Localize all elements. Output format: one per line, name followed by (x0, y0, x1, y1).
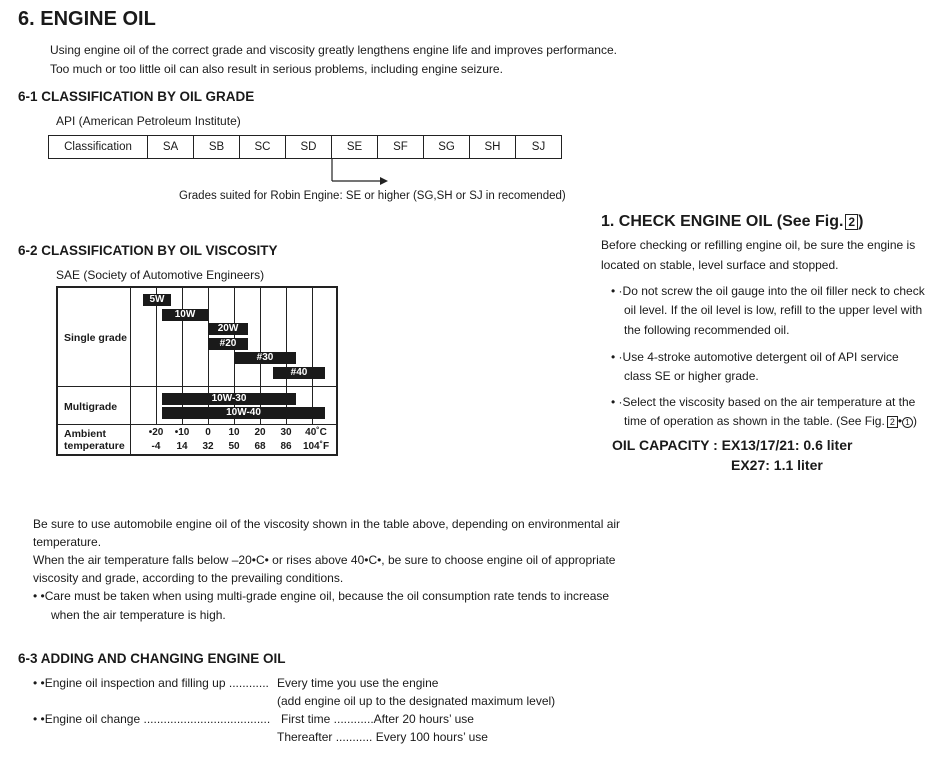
oil-change-thereafter: Thereafter ........... Every 100 hours’ use (277, 730, 488, 744)
fahrenheit-tick: 68 (254, 441, 266, 452)
celsius-tick: •10 (174, 427, 190, 438)
viscosity-para-1: Be sure to use automobile engine oil of the viscosity shown in the table above, depending on environmental air (33, 517, 621, 531)
oil-capacity-line-2: EX27: 1.1 liter (731, 457, 823, 473)
bar-10w-40: 10W-40 (162, 407, 325, 419)
check-bullet-3-text: time of operation as shown in the table. (See Fig. (624, 414, 885, 428)
check-intro-2: located on stable, level surface and stopped. (601, 258, 839, 272)
ambient-label: Ambient (64, 428, 106, 440)
check-intro-1: Before checking or refilling engine oil, be sure the engine is (601, 238, 916, 252)
celsius-tick: 40˚C (305, 427, 327, 438)
bar-20w: 20W (208, 323, 248, 335)
check-bullet-2-line-1: • ·Use 4-stroke automotive detergent oil of API service (611, 350, 899, 364)
row-separator (58, 424, 336, 425)
grade-cell: SA (148, 136, 194, 159)
viscosity-para-3: When the air temperature falls below –20•C• or rises above 40•C•, be sure to choose engine oil of appropriate (33, 553, 616, 567)
celsius-tick: 0 (205, 427, 211, 438)
chart-divider (130, 288, 131, 456)
bar-30: #30 (234, 352, 296, 364)
inspection-label: • •Engine oil inspection and filling up ............ (33, 676, 269, 690)
fig-number-badge: 2 (845, 214, 858, 230)
row-separator (58, 386, 336, 387)
check-bullet-1-line-2: oil level. If the oil level is low, refill to the upper level with (624, 303, 923, 317)
check-bullet-3-line-1: • ·Select the viscosity based on the air temperature at the (611, 395, 916, 409)
bar-5w: 5W (143, 294, 171, 306)
changing-heading: 6-3 ADDING AND CHANGING ENGINE OIL (18, 651, 286, 666)
api-label: API (American Petroleum Institute) (56, 114, 241, 128)
grid-line (156, 288, 157, 424)
fahrenheit-tick: -4 (151, 441, 161, 452)
fahrenheit-tick: 32 (202, 441, 214, 452)
check-bullet-3-line-2 (624, 414, 917, 428)
bar-40: #40 (273, 367, 325, 379)
multigrade-label: Multigrade (64, 401, 118, 413)
check-bullet-1-line-1: • ·Do not screw the oil gauge into the oil filler neck to check (611, 284, 925, 298)
oil-change-label: • •Engine oil change ...................................... (33, 712, 271, 726)
oil-capacity-line-1: OIL CAPACITY : EX13/17/21: 0.6 liter (612, 437, 853, 453)
fahrenheit-tick: 86 (280, 441, 292, 452)
circled-number-icon: 1 (902, 417, 913, 428)
fig-number-badge-small: 2 (887, 416, 898, 428)
viscosity-para-6: when the air temperature is high. (51, 608, 226, 622)
check-heading-text: 1. CHECK ENGINE OIL (See Fig. (601, 213, 844, 230)
fahrenheit-tick: 50 (228, 441, 240, 452)
celsius-tick: 20 (254, 427, 266, 438)
celsius-tick: 10 (228, 427, 240, 438)
grade-note: Grades suited for Robin Engine: SE or higher (SG,SH or SJ in recomended) (179, 190, 566, 202)
grade-cell: SF (378, 136, 424, 159)
single-grade-label: Single grade (64, 332, 128, 344)
check-bullet-3-end: ) (913, 414, 918, 428)
oil-change-first: First time ............After 20 hours’ use (281, 712, 474, 726)
check-bullet-2-line-2: class SE or higher grade. (624, 369, 759, 383)
celsius-tick: •20 (148, 427, 164, 438)
api-grade-table (48, 135, 562, 159)
bar-20: #20 (208, 338, 248, 350)
intro-line-2: Too much or too little oil can also result in serious problems, including engine seizure. (50, 62, 503, 76)
grade-heading: 6-1 CLASSIFICATION BY OIL GRADE (18, 89, 255, 104)
grid-line (312, 288, 313, 424)
dot-separator: • (897, 414, 903, 428)
grade-cell: SD (286, 136, 332, 159)
intro-line-1: Using engine oil of the correct grade and viscosity greatly lengthens engine life and improves performance. (50, 43, 617, 57)
grade-cell: SB (194, 136, 240, 159)
bar-10w: 10W (162, 309, 208, 321)
inspection-value: Every time you use the engine (277, 676, 439, 690)
check-heading-end: ) (858, 213, 864, 230)
temperature-label: temperature (64, 440, 125, 452)
grade-cell: SG (424, 136, 470, 159)
viscosity-para-2: temperature. (33, 535, 102, 549)
celsius-tick: 30 (280, 427, 292, 438)
viscosity-para-5: • •Care must be taken when using multi-grade engine oil, because the oil consumption rate tends to increase (33, 589, 610, 603)
grade-cell: SH (470, 136, 516, 159)
table-header-classification: Classification (49, 136, 148, 159)
viscosity-chart (56, 286, 338, 456)
grade-arrow-icon (320, 158, 390, 188)
sae-label: SAE (Society of Automotive Engineers) (56, 268, 265, 282)
bar-10w-30: 10W-30 (162, 393, 296, 405)
grade-cell: SJ (516, 136, 562, 159)
fahrenheit-tick: 14 (176, 441, 188, 452)
fahrenheit-tick: 104˚F (302, 441, 330, 452)
inspection-note: (add engine oil up to the designated maximum level) (277, 694, 556, 708)
check-bullet-1-line-3: the following recommended oil. (624, 323, 790, 337)
page-title: 6. ENGINE OIL (18, 8, 156, 30)
viscosity-para-4: viscosity and grade, according to the prevailing conditions. (33, 571, 344, 585)
viscosity-heading: 6-2 CLASSIFICATION BY OIL VISCOSITY (18, 243, 278, 258)
check-heading (601, 213, 863, 231)
grade-cell: SC (240, 136, 286, 159)
grade-cell: SE (332, 136, 378, 159)
